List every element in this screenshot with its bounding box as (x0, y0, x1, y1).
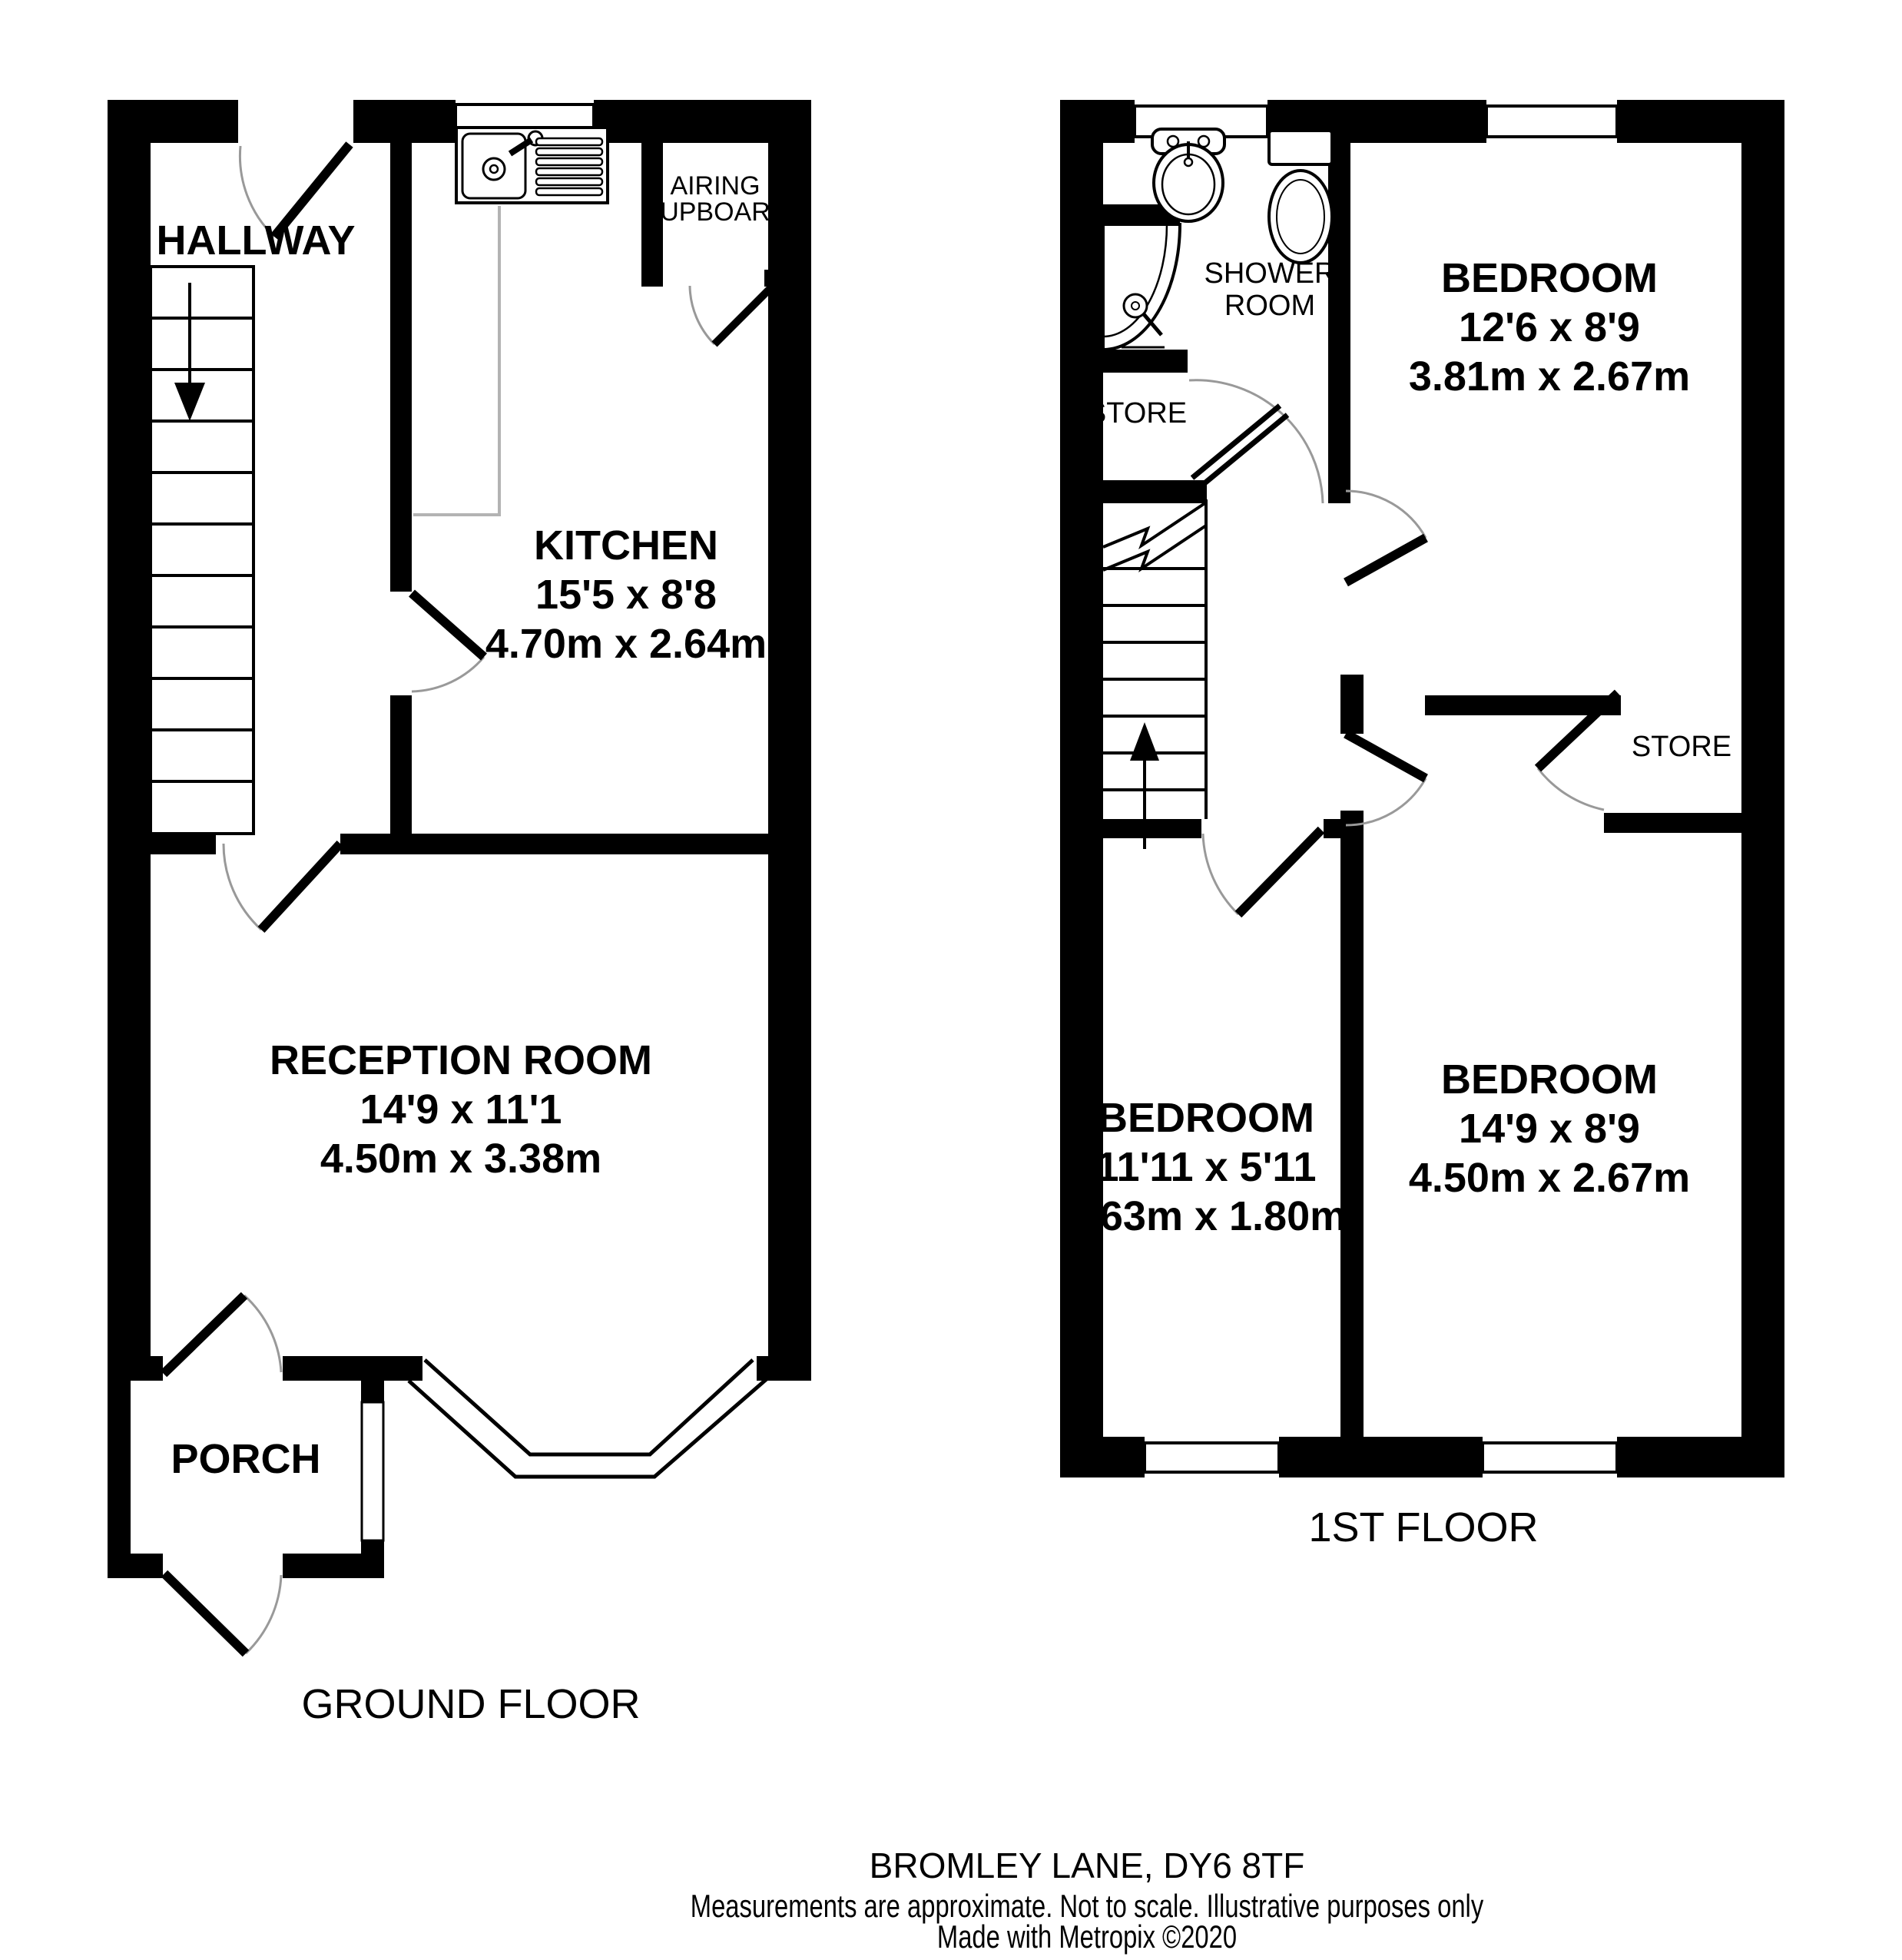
reception-label: RECEPTION ROOM (269, 1037, 653, 1083)
bedroom-top-imperial: 12'6 x 8'9 (1459, 304, 1640, 350)
bedroom-right-label: BEDROOM (1441, 1056, 1658, 1103)
bay-window (409, 1360, 767, 1477)
reception-dims-metric: 4.50m x 3.38m (320, 1136, 602, 1182)
bedroom-left-window (1145, 1443, 1279, 1472)
kitchen-dims-imperial: 15'5 x 8'8 (535, 572, 717, 618)
porch-outer-door (164, 1574, 281, 1653)
airing-cupboard-label-2: CUPBOARD (641, 197, 790, 227)
porch-inner-door (164, 1295, 281, 1374)
airing-cupboard-label-1: AIRING (670, 171, 760, 201)
kitchen-dims-metric: 4.70m x 2.64m (485, 621, 767, 667)
bedroom-left-imperial: 11'11 x 5'11 (1095, 1144, 1317, 1190)
stairs-up (1103, 499, 1206, 849)
kitchen-sink-icon (456, 128, 608, 203)
porch-label: PORCH (171, 1436, 321, 1482)
airing-cupboard-door (690, 284, 774, 344)
credit-line: Made with Metropix ©2020 (936, 1919, 1238, 1955)
ground-floor-title: GROUND FLOOR (301, 1681, 641, 1727)
kitchen-label: KITCHEN (534, 522, 718, 569)
shower-room-label-2: ROOM (1224, 290, 1316, 322)
bedroom-left-door (1203, 830, 1321, 914)
hallway-label: HALLWAY (156, 217, 356, 264)
bedroom-left-label: BEDROOM (1098, 1095, 1314, 1141)
porch-window (362, 1402, 383, 1540)
bedroom-right-window (1483, 1443, 1617, 1472)
ground-floor-plan (108, 100, 811, 1653)
stairs-down (151, 267, 253, 834)
reception-door (224, 844, 340, 930)
kitchen-door (412, 593, 484, 691)
reception-dims-imperial: 14'9 x 11'1 (360, 1086, 562, 1133)
bedroom-top-window (1486, 106, 1617, 137)
stairs-break-line (1103, 502, 1206, 570)
store-left-label: STORE (1086, 397, 1188, 429)
disclaimer-line: Measurements are approximate. Not to scale. Illustrative purposes only (690, 1888, 1484, 1924)
shower-room-label-1: SHOWER (1204, 257, 1336, 290)
bedroom-top-door (1346, 491, 1426, 582)
bedroom-top-metric: 3.81m x 2.67m (1408, 353, 1691, 400)
bedroom-right-metric: 4.50m x 2.67m (1408, 1155, 1691, 1201)
shower-icon (1103, 224, 1180, 350)
address-line: BROMLEY LANE, DY6 8TF (869, 1846, 1305, 1885)
bedroom-top-label: BEDROOM (1441, 255, 1658, 301)
bedroom-right-imperial: 14'9 x 8'9 (1459, 1106, 1640, 1152)
bedroom-left-metric: 3.63m x 1.80m (1065, 1193, 1347, 1239)
first-floor-plan (1060, 100, 1784, 1477)
basin-icon (1152, 129, 1224, 221)
toilet-icon (1269, 131, 1332, 263)
shower-room-door (1189, 380, 1323, 503)
kitchen-counter-line (413, 206, 499, 515)
first-floor-title: 1ST FLOOR (1308, 1504, 1539, 1550)
store-right-label: STORE (1631, 731, 1732, 763)
